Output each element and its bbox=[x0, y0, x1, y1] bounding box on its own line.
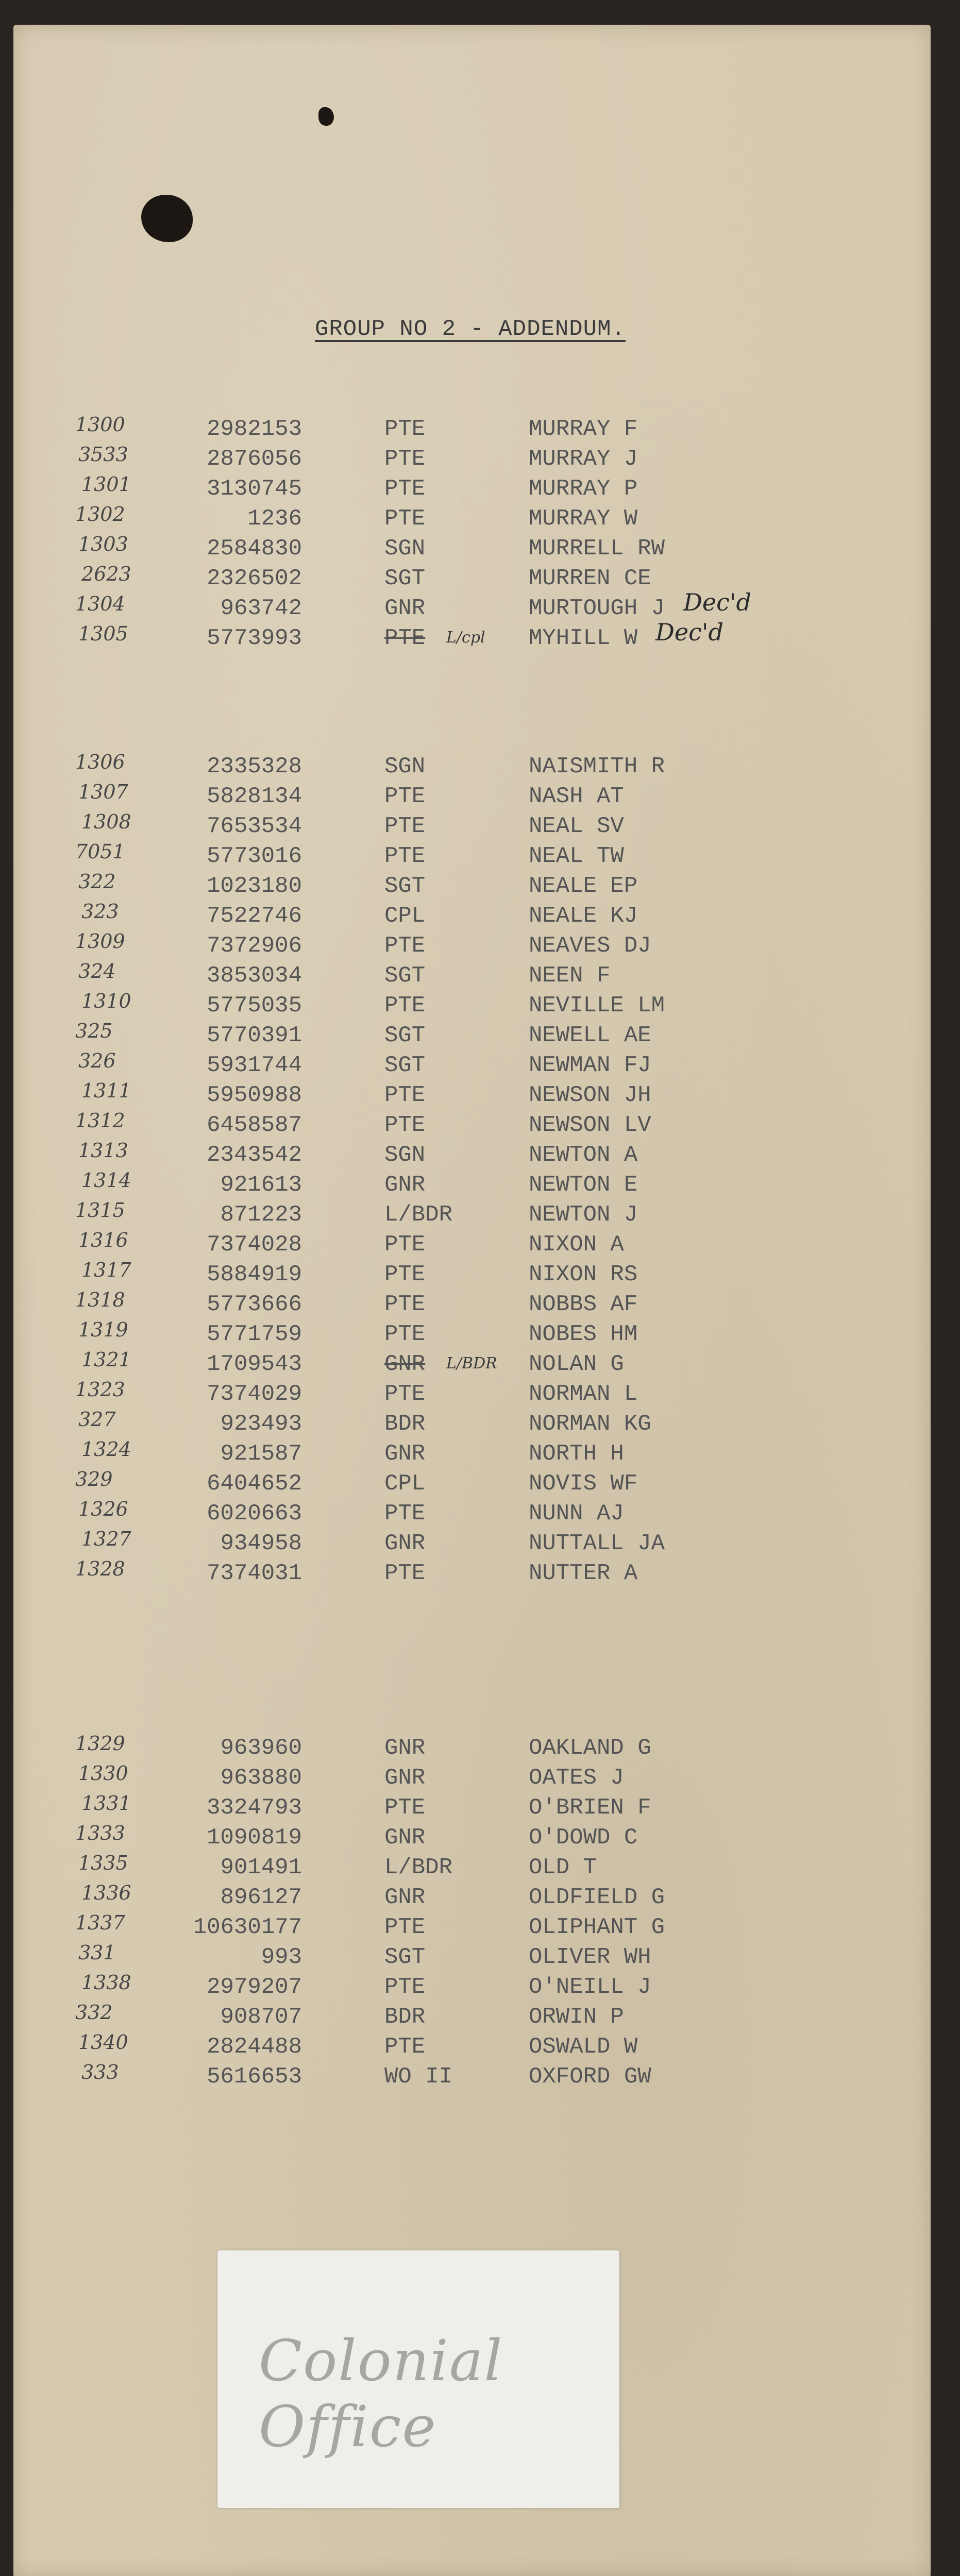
label-text: Colonial Office bbox=[259, 2328, 503, 2460]
handwritten-ref: 329 bbox=[75, 1468, 113, 1490]
service-number: 6458587 bbox=[207, 1112, 302, 1138]
entry-row bbox=[13, 1438, 931, 1471]
service-number: 5828134 bbox=[207, 784, 302, 809]
rank: PTE bbox=[384, 1561, 426, 1586]
rank: PTE bbox=[384, 1112, 426, 1138]
person-name: OLIVER WH bbox=[529, 1944, 651, 1970]
entry-row bbox=[13, 900, 931, 933]
person-name: NEWTON E bbox=[529, 1172, 638, 1198]
person-name: OATES J bbox=[529, 1765, 624, 1791]
entry-row bbox=[13, 1557, 931, 1590]
entry-row bbox=[13, 1139, 931, 1172]
person-name: NEWTON J bbox=[529, 1202, 638, 1228]
person-name: OLDFIELD G bbox=[529, 1885, 665, 1910]
entry-row bbox=[13, 533, 931, 566]
rank: PTE bbox=[384, 1974, 426, 2000]
rank: SGT bbox=[384, 963, 426, 989]
rank: SGT bbox=[384, 1944, 426, 1970]
rank: BDR bbox=[384, 1411, 426, 1437]
service-number: 2326502 bbox=[207, 566, 302, 591]
rank: GNR bbox=[384, 596, 426, 621]
service-number: 7374031 bbox=[207, 1561, 302, 1586]
person-name: NIXON A bbox=[529, 1232, 624, 1258]
entry-row bbox=[13, 1762, 931, 1795]
rank: PTE bbox=[384, 1914, 426, 1940]
handwritten-ref: 322 bbox=[78, 870, 116, 893]
handwritten-ref: 1305 bbox=[78, 622, 128, 645]
service-number: 3324793 bbox=[207, 1795, 302, 1821]
person-name: NORMAN L bbox=[529, 1381, 638, 1407]
handwritten-ref: 1307 bbox=[78, 781, 128, 803]
rank: PTE bbox=[384, 2034, 426, 2060]
entry-row bbox=[13, 1169, 931, 1202]
handwritten-ref: 1309 bbox=[75, 930, 125, 953]
service-number: 908707 bbox=[220, 2004, 302, 2030]
person-name: NUNN AJ bbox=[529, 1501, 624, 1527]
person-name: MYHILL W bbox=[529, 625, 638, 651]
handwritten-ref: 1300 bbox=[75, 413, 125, 436]
rank: SGN bbox=[384, 536, 426, 562]
service-number: 6404652 bbox=[207, 1471, 302, 1497]
entry-row bbox=[13, 870, 931, 903]
handwritten-ref: 1315 bbox=[75, 1199, 125, 1222]
rank: PTE bbox=[384, 1232, 426, 1258]
handwritten-ref: 1312 bbox=[75, 1109, 125, 1132]
rank: PTE bbox=[384, 814, 426, 839]
person-name: O'DOWD C bbox=[529, 1825, 638, 1851]
entry-row bbox=[13, 1229, 931, 1262]
entry-row bbox=[13, 1289, 931, 1321]
person-name: NEWSON JH bbox=[529, 1082, 651, 1108]
handwritten-ref: 333 bbox=[81, 2061, 119, 2083]
person-name: OLIPHANT G bbox=[529, 1914, 665, 1940]
person-name: MURRAY P bbox=[529, 476, 638, 502]
service-number: 934958 bbox=[220, 1531, 302, 1556]
service-number: 923493 bbox=[220, 1411, 302, 1437]
person-name: O'NEILL J bbox=[529, 1974, 651, 2000]
rank: CPL bbox=[384, 1471, 426, 1497]
handwritten-ref: 2623 bbox=[81, 563, 131, 585]
handwritten-ref: 1319 bbox=[78, 1318, 128, 1341]
handwritten-ref: 1333 bbox=[75, 1822, 125, 1844]
person-name: OLD T bbox=[529, 1855, 597, 1880]
service-number: 963960 bbox=[220, 1735, 302, 1761]
rank: PTE bbox=[384, 1795, 426, 1821]
entry-row bbox=[13, 2031, 931, 2064]
rank: PTE bbox=[384, 506, 426, 532]
rank: L/BDR bbox=[384, 1202, 453, 1228]
service-number: 5950988 bbox=[207, 1082, 302, 1108]
entry-row bbox=[13, 1378, 931, 1411]
handwritten-ref: 1337 bbox=[75, 1911, 125, 1934]
document-title: GROUP NO 2 - ADDENDUM. bbox=[315, 316, 626, 342]
handwritten-ref: 1311 bbox=[81, 1079, 131, 1102]
handwritten-note: Dec'd bbox=[655, 618, 723, 646]
service-number: 921587 bbox=[220, 1441, 302, 1467]
service-number: 896127 bbox=[220, 1885, 302, 1910]
rank: GNR bbox=[384, 1172, 426, 1198]
service-number: 5775035 bbox=[207, 993, 302, 1019]
handwritten-ref: 1303 bbox=[78, 533, 128, 555]
person-name: OXFORD GW bbox=[529, 2064, 651, 2090]
person-name: NEEN F bbox=[529, 963, 611, 989]
handwritten-ref: 7051 bbox=[75, 840, 125, 863]
service-number: 963742 bbox=[220, 596, 302, 621]
person-name: NOVIS WF bbox=[529, 1471, 638, 1497]
service-number: 5616653 bbox=[207, 2064, 302, 2090]
person-name: NEAL TW bbox=[529, 843, 624, 869]
handwritten-ref: 1336 bbox=[81, 1882, 131, 1904]
rank: SGN bbox=[384, 1142, 426, 1168]
handwritten-ref: 1324 bbox=[81, 1438, 131, 1461]
handwritten-ref: 326 bbox=[78, 1049, 116, 1072]
service-number: 2979207 bbox=[207, 1974, 302, 2000]
person-name: MURRAY J bbox=[529, 446, 638, 472]
service-number: 5884919 bbox=[207, 1262, 302, 1287]
service-number: 5773666 bbox=[207, 1292, 302, 1317]
entry-row bbox=[13, 840, 931, 873]
person-name: O'BRIEN F bbox=[529, 1795, 651, 1821]
service-number: 2343542 bbox=[207, 1142, 302, 1168]
rank: SGT bbox=[384, 1023, 426, 1048]
person-name: NUTTER A bbox=[529, 1561, 638, 1586]
service-number: 5770391 bbox=[207, 1023, 302, 1048]
entry-row bbox=[13, 588, 931, 625]
person-name: NEAVES DJ bbox=[529, 933, 651, 959]
handwritten-ref: 1302 bbox=[75, 503, 125, 526]
rank: PTE bbox=[384, 843, 426, 869]
entry-row bbox=[13, 1049, 931, 1082]
rank: GNR bbox=[384, 1351, 426, 1377]
service-number: 1023180 bbox=[207, 873, 302, 899]
service-number: 3853034 bbox=[207, 963, 302, 989]
handwritten-ref: 1338 bbox=[81, 1971, 131, 1994]
person-name: NASH AT bbox=[529, 784, 624, 809]
handwritten-note: Dec'd bbox=[683, 588, 751, 616]
entry-row bbox=[13, 413, 931, 446]
service-number: 5771759 bbox=[207, 1321, 302, 1347]
service-number: 7374028 bbox=[207, 1232, 302, 1258]
service-number: 2584830 bbox=[207, 536, 302, 562]
service-number: 1236 bbox=[247, 506, 302, 532]
rank: PTE bbox=[384, 625, 426, 651]
rank: SGN bbox=[384, 754, 426, 779]
rank: PTE bbox=[384, 416, 426, 442]
service-number: 921613 bbox=[220, 1172, 302, 1198]
rank: PTE bbox=[384, 1321, 426, 1347]
entry-row bbox=[13, 1882, 931, 1914]
entry-row bbox=[13, 1941, 931, 1974]
rank: SGT bbox=[384, 1053, 426, 1078]
entry-row bbox=[13, 930, 931, 963]
person-name: NOBBS AF bbox=[529, 1292, 638, 1317]
service-number: 5773016 bbox=[207, 843, 302, 869]
handwritten-ref: 1317 bbox=[81, 1259, 131, 1281]
document-sheet bbox=[13, 25, 931, 2576]
service-number: 1709543 bbox=[207, 1351, 302, 1377]
person-name: NOBES HM bbox=[529, 1321, 638, 1347]
entry-row bbox=[13, 563, 931, 596]
person-name: NEVILLE LM bbox=[529, 993, 665, 1019]
entry-row bbox=[13, 1852, 931, 1885]
entry-row bbox=[13, 1020, 931, 1053]
person-name: MURRAY W bbox=[529, 506, 638, 532]
service-number: 871223 bbox=[220, 1202, 302, 1228]
entry-row bbox=[13, 781, 931, 814]
entry-row bbox=[13, 1498, 931, 1531]
handwritten-ref: 1308 bbox=[81, 810, 131, 833]
entry-row bbox=[13, 1199, 931, 1232]
entry-row bbox=[13, 2061, 931, 2094]
entry-row bbox=[13, 443, 931, 476]
person-name: NEWELL AE bbox=[529, 1023, 651, 1048]
rank: PTE bbox=[384, 933, 426, 959]
person-name: NEWMAN FJ bbox=[529, 1053, 651, 1078]
entry-row bbox=[13, 1792, 931, 1825]
person-name: NORTH H bbox=[529, 1441, 624, 1467]
service-number: 2824488 bbox=[207, 2034, 302, 2060]
entry-row bbox=[13, 1468, 931, 1501]
entry-row bbox=[13, 618, 931, 655]
person-name: NIXON RS bbox=[529, 1262, 638, 1287]
rank: GNR bbox=[384, 1885, 426, 1910]
handwritten-ref: 323 bbox=[81, 900, 119, 923]
handwritten-ref: 1316 bbox=[78, 1229, 128, 1251]
entry-row bbox=[13, 1971, 931, 2004]
entry-row bbox=[13, 1259, 931, 1292]
service-number: 1090819 bbox=[207, 1825, 302, 1851]
handwritten-ref: 1327 bbox=[81, 1528, 131, 1550]
service-number: 2982153 bbox=[207, 416, 302, 442]
person-name: NEALE EP bbox=[529, 873, 638, 899]
rank: WO II bbox=[384, 2064, 453, 2090]
entry-row bbox=[13, 1732, 931, 1765]
person-name: MURTOUGH J bbox=[529, 596, 665, 621]
entry-row bbox=[13, 960, 931, 993]
handwritten-ref: 1335 bbox=[78, 1852, 128, 1874]
service-number: 7374029 bbox=[207, 1381, 302, 1407]
handwritten-ref: 1329 bbox=[75, 1732, 125, 1755]
entry-row bbox=[13, 473, 931, 506]
service-number: 5931744 bbox=[207, 1053, 302, 1078]
service-number: 2876056 bbox=[207, 446, 302, 472]
handwritten-ref: 1318 bbox=[75, 1289, 125, 1311]
label-card bbox=[217, 2250, 619, 2508]
rank: PTE bbox=[384, 784, 426, 809]
handwritten-ref: 332 bbox=[75, 2001, 113, 2024]
rank: BDR bbox=[384, 2004, 426, 2030]
service-number: 901491 bbox=[220, 1855, 302, 1880]
punch-hole-small bbox=[318, 107, 334, 126]
rank: GNR bbox=[384, 1765, 426, 1791]
handwritten-ref: 1330 bbox=[78, 1762, 128, 1785]
person-name: NEALE KJ bbox=[529, 903, 638, 929]
person-name: NEWSON LV bbox=[529, 1112, 651, 1138]
handwritten-ref: 1323 bbox=[75, 1378, 125, 1401]
handwritten-ref: 3533 bbox=[78, 443, 128, 466]
entry-row bbox=[13, 503, 931, 536]
handwritten-ref: 324 bbox=[78, 960, 116, 982]
rank-correction: L/cpl bbox=[446, 629, 485, 647]
entry-row bbox=[13, 990, 931, 1023]
rank: PTE bbox=[384, 1381, 426, 1407]
person-name: MURRAY F bbox=[529, 416, 638, 442]
person-name: OAKLAND G bbox=[529, 1735, 651, 1761]
person-name: NAISMITH R bbox=[529, 754, 665, 779]
person-name: NEAL SV bbox=[529, 814, 624, 839]
entry-row bbox=[13, 1408, 931, 1441]
handwritten-ref: 1331 bbox=[81, 1792, 131, 1815]
rank: PTE bbox=[384, 476, 426, 502]
rank: L/BDR bbox=[384, 1855, 453, 1880]
rank: PTE bbox=[384, 1262, 426, 1287]
rank: GNR bbox=[384, 1441, 426, 1467]
service-number: 7372906 bbox=[207, 933, 302, 959]
service-number: 963880 bbox=[220, 1765, 302, 1791]
person-name: MURRELL RW bbox=[529, 536, 665, 562]
service-number: 10630177 bbox=[193, 1914, 302, 1940]
rank: PTE bbox=[384, 1082, 426, 1108]
entry-row bbox=[13, 1079, 931, 1112]
rank: GNR bbox=[384, 1735, 426, 1761]
person-name: NORMAN KG bbox=[529, 1411, 651, 1437]
handwritten-ref: 1306 bbox=[75, 751, 125, 773]
rank-correction: L/BDR bbox=[446, 1354, 497, 1372]
handwritten-ref: 327 bbox=[78, 1408, 116, 1431]
handwritten-ref: 331 bbox=[78, 1941, 116, 1964]
entry-row bbox=[13, 1348, 931, 1381]
person-name: NEWTON A bbox=[529, 1142, 638, 1168]
service-number: 5773993 bbox=[207, 625, 302, 651]
service-number: 7522746 bbox=[207, 903, 302, 929]
service-number: 993 bbox=[261, 1944, 302, 1970]
handwritten-ref: 1340 bbox=[78, 2031, 128, 2054]
person-name: NOLAN G bbox=[529, 1351, 624, 1377]
entry-row bbox=[13, 1528, 931, 1561]
handwritten-ref: 325 bbox=[75, 1020, 113, 1042]
rank: GNR bbox=[384, 1825, 426, 1851]
rank: PTE bbox=[384, 993, 426, 1019]
person-name: ORWIN P bbox=[529, 2004, 624, 2030]
service-number: 7653534 bbox=[207, 814, 302, 839]
entry-row bbox=[13, 1318, 931, 1351]
rank: CPL bbox=[384, 903, 426, 929]
handwritten-ref: 1313 bbox=[78, 1139, 128, 1162]
rank: PTE bbox=[384, 446, 426, 472]
handwritten-ref: 1314 bbox=[81, 1169, 131, 1192]
entry-row bbox=[13, 810, 931, 843]
rank: SGT bbox=[384, 873, 426, 899]
handwritten-ref: 1304 bbox=[75, 592, 125, 615]
handwritten-ref: 1326 bbox=[78, 1498, 128, 1520]
handwritten-ref: 1301 bbox=[81, 473, 131, 496]
service-number: 6020663 bbox=[207, 1501, 302, 1527]
rank: SGT bbox=[384, 566, 426, 591]
entry-row bbox=[13, 2001, 931, 2034]
handwritten-ref: 1310 bbox=[81, 990, 131, 1012]
rank: PTE bbox=[384, 1501, 426, 1527]
entry-row bbox=[13, 1109, 931, 1142]
rank: PTE bbox=[384, 1292, 426, 1317]
punch-hole bbox=[141, 195, 193, 242]
handwritten-ref: 1321 bbox=[81, 1348, 131, 1371]
service-number: 2335328 bbox=[207, 754, 302, 779]
entry-row bbox=[13, 1911, 931, 1944]
person-name: OSWALD W bbox=[529, 2034, 638, 2060]
rank: GNR bbox=[384, 1531, 426, 1556]
handwritten-ref: 1328 bbox=[75, 1557, 125, 1580]
entry-row bbox=[13, 1822, 931, 1855]
person-name: NUTTALL JA bbox=[529, 1531, 665, 1556]
entry-row bbox=[13, 751, 931, 784]
service-number: 3130745 bbox=[207, 476, 302, 502]
person-name: MURREN CE bbox=[529, 566, 651, 591]
